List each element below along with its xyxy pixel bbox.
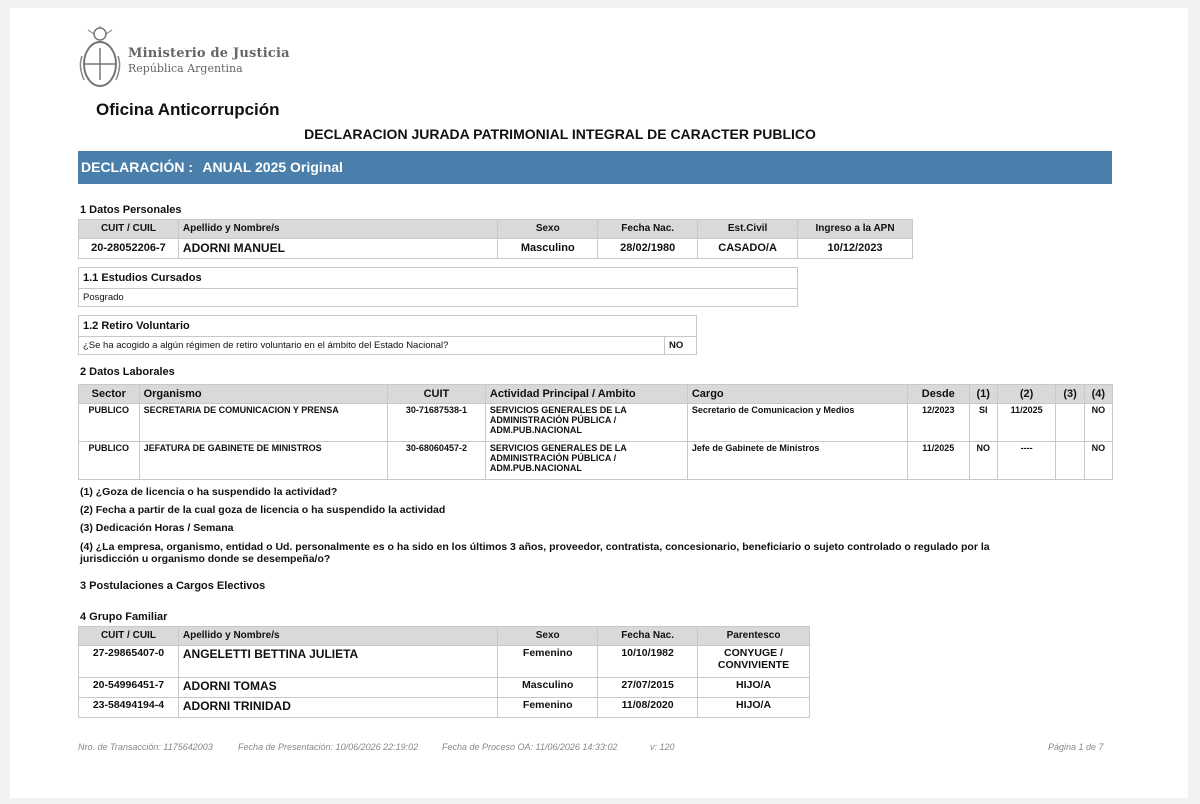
declaration-label: DECLARACIÓN : bbox=[81, 159, 193, 175]
col-header: Organismo bbox=[139, 385, 387, 404]
sex-cell: Masculino bbox=[498, 678, 598, 698]
coat-of-arms-logo bbox=[78, 26, 122, 90]
col-header: (2) bbox=[997, 385, 1056, 404]
ministry-line2: República Argentina bbox=[128, 62, 243, 75]
col-header: Actividad Principal / Ambito bbox=[485, 385, 687, 404]
cuit-cell: 30-71687538-1 bbox=[387, 404, 485, 442]
employment-table bbox=[78, 384, 1113, 480]
col-header: Apellido y Nombre/s bbox=[178, 220, 497, 239]
birthdate-cell: 28/02/1980 bbox=[598, 239, 698, 259]
studies-table bbox=[78, 267, 798, 307]
office-title: Oficina Anticorrupción bbox=[96, 100, 280, 119]
name-cell: ADORNI MANUEL bbox=[178, 239, 497, 259]
table-row bbox=[79, 442, 1113, 480]
table-row bbox=[79, 646, 810, 678]
cuit-cell: 27-29865407-0 bbox=[79, 646, 179, 678]
col-header: Fecha Nac. bbox=[598, 220, 698, 239]
col3-cell bbox=[1056, 442, 1084, 480]
note-4: (4) ¿La empresa, organismo, entidad o Ud. personalmente es o ha sido en los últimos 3 años, proveedor, contratista, concesionario, beneficiario o sujeto controlado o regulado por la bbox=[80, 541, 990, 553]
section-familiar-title: 4 Grupo Familiar bbox=[80, 611, 168, 623]
section-estudios-title: 1.1 Estudios Cursados bbox=[79, 268, 798, 289]
col1-cell: NO bbox=[969, 442, 997, 480]
note-1: (1) ¿Goza de licencia o ha suspendido la actividad? bbox=[80, 486, 338, 498]
apn-entry-cell: 10/12/2023 bbox=[798, 239, 913, 259]
col-header: CUIT / CUIL bbox=[79, 220, 179, 239]
sex-cell: Femenino bbox=[498, 646, 598, 678]
birthdate-cell: 11/08/2020 bbox=[598, 698, 698, 718]
relationship-cell: HIJO/A bbox=[698, 698, 810, 718]
col2-cell: 11/2025 bbox=[997, 404, 1056, 442]
footer-transaction: Nro. de Transacción: 1175642003 bbox=[78, 742, 213, 752]
organism-cell: JEFATURA DE GABINETE DE MINISTROS bbox=[139, 442, 387, 480]
note-2: (2) Fecha a partir de la cual goza de licencia o ha suspendido la actividad bbox=[80, 504, 446, 516]
document-page bbox=[10, 8, 1188, 798]
section-datos-personales-title: 1 Datos Personales bbox=[80, 204, 182, 216]
civil-status-cell: CASADO/A bbox=[698, 239, 798, 259]
name-cell: ANGELETTI BETTINA JULIETA bbox=[178, 646, 497, 678]
col-header: CUIT bbox=[387, 385, 485, 404]
birthdate-cell: 10/10/1982 bbox=[598, 646, 698, 678]
table-header-row bbox=[79, 220, 913, 239]
col-header: Est.Civil bbox=[698, 220, 798, 239]
cuit-cell: 30-68060457-2 bbox=[387, 442, 485, 480]
studies-value: Posgrado bbox=[79, 289, 798, 307]
col-header: Ingreso a la APN bbox=[798, 220, 913, 239]
col-header: (4) bbox=[1084, 385, 1112, 404]
document-title: DECLARACION JURADA PATRIMONIAL INTEGRAL DE CARACTER PUBLICO bbox=[304, 126, 816, 142]
section-laborales-title: 2 Datos Laborales bbox=[80, 366, 175, 378]
sex-cell: Femenino bbox=[498, 698, 598, 718]
cuit-cell: 23-58494194-4 bbox=[79, 698, 179, 718]
col-header: (3) bbox=[1056, 385, 1084, 404]
col3-cell bbox=[1056, 404, 1084, 442]
retirement-question: ¿Se ha acogido a algún régimen de retiro voluntario en el ámbito del Estado Nacional? bbox=[79, 337, 665, 355]
col-header: Sector bbox=[79, 385, 140, 404]
note-4-cont: jurisdicción u organismo donde se desempeña/o? bbox=[80, 553, 331, 565]
relationship-cell: CONYUGE / CONVIVIENTE bbox=[698, 646, 810, 678]
table-header-row bbox=[79, 385, 1113, 404]
col-header: Cargo bbox=[687, 385, 907, 404]
family-table bbox=[78, 626, 810, 718]
col-header: Desde bbox=[907, 385, 969, 404]
col4-cell: NO bbox=[1084, 404, 1112, 442]
birthdate-cell: 27/07/2015 bbox=[598, 678, 698, 698]
relationship-cell: HIJO/A bbox=[698, 678, 810, 698]
col4-cell: NO bbox=[1084, 442, 1112, 480]
section-retiro-title: 1.2 Retiro Voluntario bbox=[79, 316, 697, 337]
table-row bbox=[79, 678, 810, 698]
retirement-answer: NO bbox=[665, 337, 697, 355]
since-cell: 11/2025 bbox=[907, 442, 969, 480]
ministry-name bbox=[128, 46, 290, 75]
footer-version: v: 120 bbox=[650, 742, 675, 752]
table-row bbox=[79, 239, 913, 259]
col-header: Sexo bbox=[498, 627, 598, 646]
footer-presentation-date: Fecha de Presentación: 10/06/2026 22:19:02 bbox=[238, 742, 419, 752]
activity-cell: SERVICIOS GENERALES DE LA ADMINISTRACIÓN PÚBLICA / ADM.PUB.NACIONAL bbox=[485, 442, 687, 480]
col-header: Parentesco bbox=[698, 627, 810, 646]
section-postulaciones-title: 3 Postulaciones a Cargos Electivos bbox=[80, 580, 266, 592]
position-cell: Secretario de Comunicacion y Medios bbox=[687, 404, 907, 442]
declaration-bar bbox=[78, 151, 1112, 184]
position-cell: Jefe de Gabinete de Ministros bbox=[687, 442, 907, 480]
retirement-table bbox=[78, 315, 697, 355]
declaration-value: ANUAL 2025 Original bbox=[202, 159, 343, 175]
col-header: Apellido y Nombre/s bbox=[178, 627, 497, 646]
col-header: Sexo bbox=[498, 220, 598, 239]
col2-cell: ---- bbox=[997, 442, 1056, 480]
footer-page-number: Página 1 de 7 bbox=[1048, 742, 1104, 752]
table-row bbox=[79, 698, 810, 718]
personal-data-table bbox=[78, 219, 913, 259]
cuit-cell: 20-54996451-7 bbox=[79, 678, 179, 698]
footer-process-date: Fecha de Proceso OA: 11/06/2026 14:33:02 bbox=[442, 742, 618, 752]
activity-cell: SERVICIOS GENERALES DE LA ADMINISTRACIÓN PÚBLICA / ADM.PUB.NACIONAL bbox=[485, 404, 687, 442]
col-header: (1) bbox=[969, 385, 997, 404]
table-header-row bbox=[79, 627, 810, 646]
table-row bbox=[79, 404, 1113, 442]
name-cell: ADORNI TRINIDAD bbox=[178, 698, 497, 718]
cuit-cell: 20-28052206-7 bbox=[79, 239, 179, 259]
col1-cell: SI bbox=[969, 404, 997, 442]
name-cell: ADORNI TOMAS bbox=[178, 678, 497, 698]
col-header: CUIT / CUIL bbox=[79, 627, 179, 646]
ministry-line1: Ministerio de Justicia bbox=[128, 46, 290, 61]
sector-cell: PUBLICO bbox=[79, 404, 140, 442]
organism-cell: SECRETARIA DE COMUNICACION Y PRENSA bbox=[139, 404, 387, 442]
sex-cell: Masculino bbox=[498, 239, 598, 259]
col-header: Fecha Nac. bbox=[598, 627, 698, 646]
note-3: (3) Dedicación Horas / Semana bbox=[80, 522, 234, 534]
sector-cell: PUBLICO bbox=[79, 442, 140, 480]
since-cell: 12/2023 bbox=[907, 404, 969, 442]
